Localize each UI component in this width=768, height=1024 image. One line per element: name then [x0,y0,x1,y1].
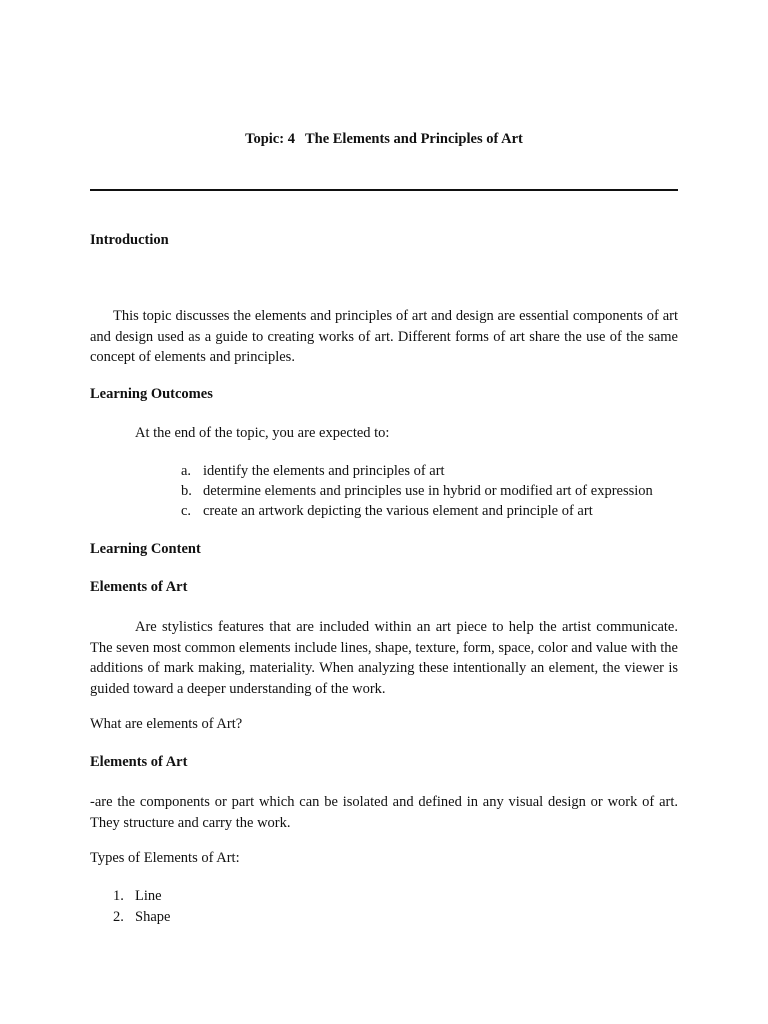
list-item [113,888,162,905]
title-main: The Elements and Principles of Art [304,131,523,147]
definition-paragraph: -are the components or part which can be isolated and defined in any visual design or work of art. They structure and carry the work. [90,794,678,831]
list-item [181,503,593,520]
list-item [181,483,653,500]
learning-content-heading: Learning Content [90,541,201,557]
elements-paragraph: Are stylistics features that are included within an art piece to help the artist communicate. The seven most common elements include lines, shape, texture, form, space, color and value with the additions of mark making, materiality. When analyzing these intentionally an element, the viewer is guided toward a deeper understanding of the work. [90,619,678,697]
elements-heading: Elements of Art [90,754,188,770]
title-prefix: Topic: 4 [245,131,295,147]
title-divider [90,189,678,191]
list-text: Line [135,888,162,904]
list-text: determine elements and principles use in hybrid or modified art of expression [203,483,653,499]
list-text: Shape [135,909,171,925]
introduction-heading: Introduction [90,232,169,248]
introduction-paragraph: This topic discusses the elements and principles of art and design are essential components of art and design used as a guide to creating works of art. Different forms of art share the use of the same concept of elements and principles. [90,308,678,365]
page-title [0,131,768,148]
list-marker: a. [181,463,192,479]
list-item [181,463,445,480]
learning-outcomes-intro: At the end of the topic, you are expected to: [135,425,390,441]
list-marker: c. [181,503,192,519]
list-item [113,909,170,926]
list-text: identify the elements and principles of art [203,463,445,479]
list-marker: 2. [113,909,124,925]
question-text: What are elements of Art? [90,716,243,732]
learning-outcomes-heading: Learning Outcomes [90,386,213,402]
list-marker: 1. [113,888,124,904]
list-text: create an artwork depicting the various element and principle of art [203,503,593,519]
types-heading: Types of Elements of Art: [90,850,240,866]
elements-heading: Elements of Art [90,579,188,595]
list-marker: b. [181,483,192,499]
